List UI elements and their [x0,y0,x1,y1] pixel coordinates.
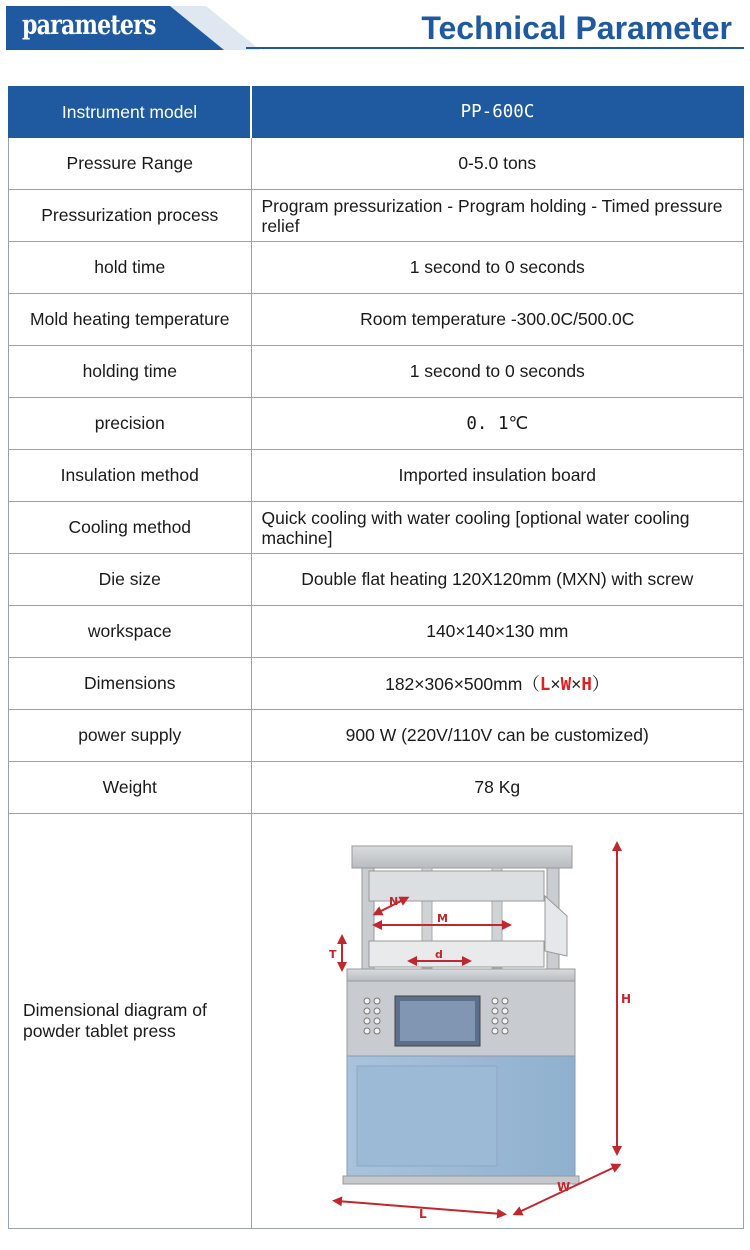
header-label: Instrument model [9,87,252,138]
page-title: Technical Parameter [421,10,732,46]
dimension-label-t: T [329,948,337,961]
dimensions-suffix: ） [591,674,610,694]
table-row [9,294,744,346]
cabinet-base [343,1176,579,1184]
diagram-row [9,814,744,1229]
row-value: 0-5.0 tons [251,138,744,190]
dimension-label-d: d [435,948,444,961]
row-label: power supply [9,710,252,762]
row-value: Imported insulation board [251,450,744,502]
row-label: precision [9,398,252,450]
row-label: Dimensions [9,658,252,710]
table-row [9,554,744,606]
dimension-l: L [539,675,551,695]
table-row [9,606,744,658]
dimension-times: × [550,674,561,694]
dimension-w: W [560,675,572,695]
table-row [9,502,744,554]
row-value: 140×140×130 mm [251,606,744,658]
screen-display [400,1001,475,1041]
row-value: Double flat heating 120X120mm (MXN) with screw [251,554,744,606]
dimension-label-w: W [557,1180,571,1194]
row-value: 1 second to 0 seconds [251,346,744,398]
row-value: Quick cooling with water cooling [optional water cooling machine] [251,502,744,554]
diagram-cell [251,814,744,1229]
dimension-label-h: H [621,992,632,1006]
dimension-label-l: L [419,1207,427,1221]
diagram-label: Dimensional diagram of powder tablet press [9,814,252,1229]
row-value-dimensions [251,658,744,710]
dimension-label-n: N [389,895,399,908]
press-diagram [277,821,717,1221]
row-value: 0. 1℃ [251,398,744,450]
base-plate [347,969,575,981]
header-value: PP-600C [251,87,744,138]
title-underline [246,47,744,49]
section-tag-label: parameters [22,10,156,41]
row-value: 1 second to 0 seconds [251,242,744,294]
row-label: Weight [9,762,252,814]
row-label: Die size [9,554,252,606]
row-label: Pressurization process [9,190,252,242]
lower-heating-plate [369,941,544,967]
row-value: Program pressurization - Program holding - Timed pressure relief [251,190,744,242]
header [0,0,750,60]
dimension-times: × [571,674,582,694]
table-row [9,450,744,502]
table-row [9,658,744,710]
row-value: Room temperature -300.0C/500.0C [251,294,744,346]
table-row [9,762,744,814]
row-label: Mold heating temperature [9,294,252,346]
row-label: Pressure Range [9,138,252,190]
row-label: Cooling method [9,502,252,554]
dimension-h: H [581,675,592,695]
spec-table [8,86,744,1229]
row-value: 78 Kg [251,762,744,814]
table-row [9,710,744,762]
row-label: Insulation method [9,450,252,502]
top-plate [352,846,572,868]
cabinet-door [357,1066,497,1166]
table-row [9,138,744,190]
row-label: workspace [9,606,252,658]
table-row [9,346,744,398]
table-row [9,242,744,294]
row-value: 900 W (220V/110V can be customized) [251,710,744,762]
row-label: hold time [9,242,252,294]
table-header-row [9,87,744,138]
row-label: holding time [9,346,252,398]
table-row [9,398,744,450]
dimension-label-m: M [437,912,449,925]
table-row [9,190,744,242]
dimensions-prefix: 182×306×500mm（ [385,674,540,694]
